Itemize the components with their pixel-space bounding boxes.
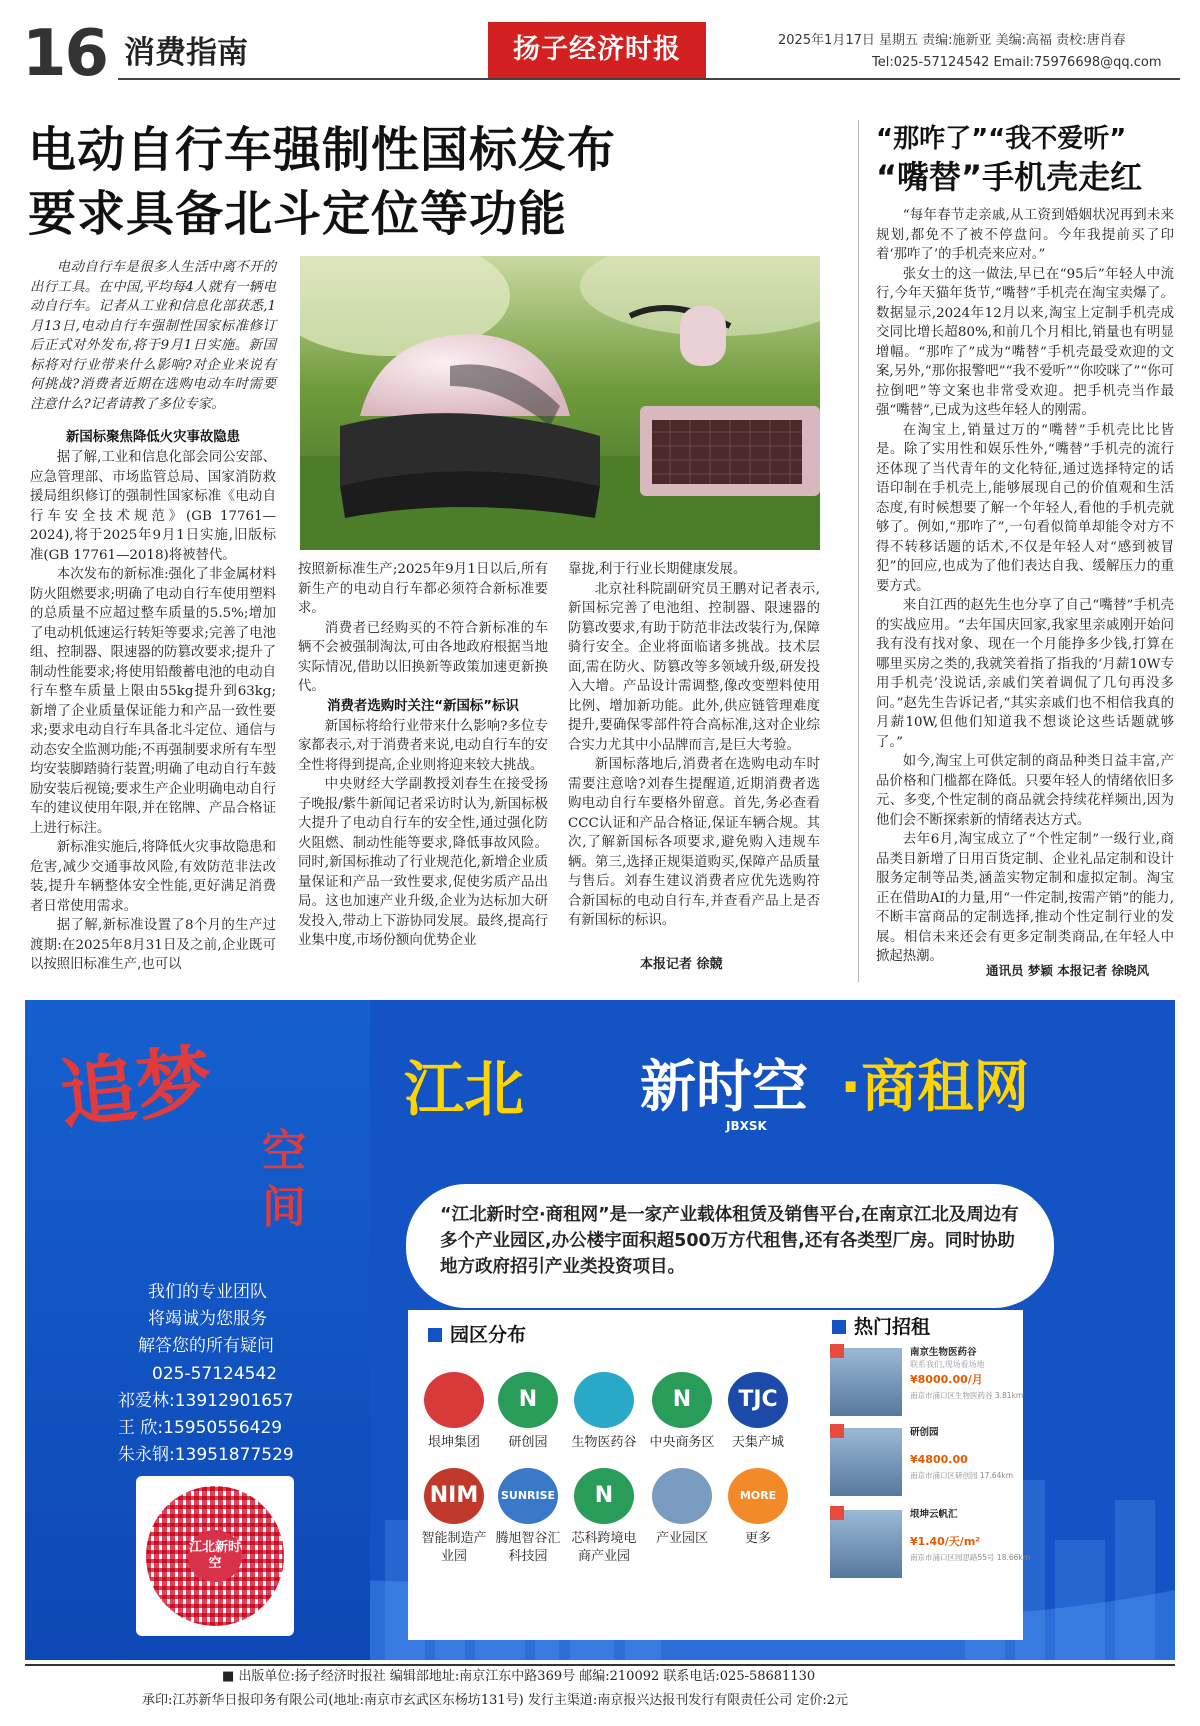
tjc-logo-icon: TJC: [728, 1372, 788, 1428]
biomed-logo-icon: [574, 1372, 634, 1428]
lede-text: 电动自行车是很多人生活中离不开的出行工具。在中国,平均每4人就有一辆电动自行车。记者从工业和信息化部获悉,1月13日,电动自行车强制性国家标准修订后正式对外发布,将于9月1日实施。新国标将对行业带来什么影响?对企业来说有何挑战?消费者近期在选购电动车时需要注意什么?记者请教了多位专家。: [30, 260, 276, 412]
park-label: 芯科跨境电商产业园: [571, 1531, 637, 1564]
ad-contact: 朱永钢:13951877529: [118, 1445, 294, 1465]
paragraph: 来自江西的赵先生也分享了自己“嘴替”手机壳的实战应用。“去年国庆回家,我家里亲戚刚开始问我有没有找对象、现在一个月能挣多少钱,打算在哪里买房之类的,我就笑着指了指我的‘月薪10W专用手机壳’没说话,亲戚们笑着调侃了几句再没多问。”赵先生告诉记者,“其实亲戚们也不相信我真的月薪10W,但他们知道我不想谈论这些话题就够了。”: [876, 598, 1174, 750]
park-label: 中央商务区: [649, 1435, 715, 1450]
park-item[interactable]: [492, 1372, 564, 1452]
ebike-helmet-photo: [300, 256, 820, 550]
listing-name: 垠坤云帆汇: [910, 1509, 958, 1520]
side-headline-line2: “嘴替”手机壳走红: [876, 158, 1143, 196]
listing-address: 南京市浦口区研创园 17.64km: [910, 1471, 1014, 1480]
paragraph: 去年6月,淘宝成立了“个性定制”一级行业,商品类目新增了日用百货定制、企业礼品定制和设计服务定制等品类,涵盖实物定制和虚拟定制。淘宝正在借助AI的力量,用“一件定制,按需产销”的能力,不断丰富商品的定制选择,推动个性定制行业的发展。相信未来还会有更多定制类商品,在年轻人中掀起热潮。: [876, 832, 1174, 964]
yanchuang-logo-icon: N: [498, 1372, 558, 1428]
listing-price: ¥8000.00/月: [910, 1373, 983, 1386]
ad-brand-jiangbei: 江北: [404, 1055, 524, 1125]
building-photo-icon: [830, 1348, 902, 1416]
ad-brand-xinshikong: 新时空: [640, 1055, 808, 1120]
city-photo-icon: [652, 1468, 712, 1524]
hot-rental-item[interactable]: [830, 1506, 1031, 1584]
listing-desc: 联系我们,现场看场地: [910, 1360, 985, 1369]
qr-logo: 江北新时空: [188, 1530, 242, 1582]
paragraph: 北京社科院副研究员王鹏对记者表示,新国标完善了电池组、控制器、限速器的防篡改要求,有助于防范非法改装行为,保障骑行安全。企业将面临诸多挑战。技术层面,需在防火、防篡改等多领域升级,研发投入大增。产品设计需调整,像改变塑料使用比例、增加新功能。此外,供应链管理难度提升,要确保零部件符合高标准,这对企业综合实力尤其中小品牌而言,是巨大考验。: [568, 581, 820, 753]
cbd-logo-icon: N: [652, 1372, 712, 1428]
article-column-c: [568, 560, 820, 931]
heading-square-icon: [428, 1328, 442, 1342]
park-item[interactable]: [568, 1372, 640, 1452]
ad-brand-abbrev: JBXSK: [726, 1119, 767, 1133]
paragraph: 本次发布的新标准:强化了非金属材料防火阻燃要求;明确了电动自行车使用塑料的总质量不应超过整车质量的5.5%;增加了电动机低速运行转矩等要求;完善了电池组、控制器、限速器的防篡改要求;提升了制动性能要求;将使用铅酸蓄电池的电动自行车整车质量上限由55kg提升到63kg;新增了企业质量保证能力和产品一致性要求;要求电动自行车具备北斗定位、通信与动态安全监测功能;不再强制要求所有车型均安装脚踏骑行装置;明确了电动自行车鼓励安装后视镜;要求生产企业明确电动自行车的建议使用年限,并在铭牌、产品合格证上进行标注。: [30, 567, 276, 836]
footer-publisher-line: ■ 出版单位:扬子经济时报社 编辑部地址:南京江东中路369号 邮编:210092 联系电话:025-58681130: [222, 1669, 816, 1684]
main-headline-line1: 电动自行车强制性国标发布: [28, 122, 617, 178]
photo-illustration: [300, 256, 820, 550]
side-article-byline: 通讯员 梦颖 本报记者 徐晓风: [986, 963, 1150, 978]
kun-logo-icon: [424, 1372, 484, 1428]
building-photo-icon: [830, 1428, 902, 1496]
park-label: 生物医药谷: [571, 1435, 637, 1450]
park-label: 智能制造产业园: [421, 1531, 487, 1564]
promo-tag-icon: [830, 1506, 844, 1520]
hot-rental-item[interactable]: [830, 1424, 1020, 1502]
park-label: 更多: [744, 1531, 771, 1546]
ad-phone: 025-57124542: [152, 1364, 278, 1384]
issue-meta: 2025年1月17日 星期五 责编:施新亚 美编:高福 责校:唐肖春: [778, 33, 1126, 48]
nim-logo-icon: NIM: [424, 1468, 484, 1524]
header-rule: [118, 78, 1180, 80]
mini-program-qr-code: [136, 1476, 294, 1636]
park-item[interactable]: [646, 1372, 718, 1452]
park-item[interactable]: [646, 1468, 718, 1548]
ad-service-line: 解答您的所有疑问: [138, 1336, 274, 1356]
subhead-fire-safety: 新国标聚焦降低火灾事故隐患: [65, 430, 241, 445]
paragraph: 据了解,新标准设置了8个月的生产过渡期:在2025年8月31日及之前,企业既可以按照旧标准生产,也可以: [30, 918, 276, 972]
main-article-byline: 本报记者 徐競: [640, 957, 723, 972]
building-photo-icon: [830, 1510, 902, 1578]
ad-brand-shangzu: ·商租网: [840, 1055, 1030, 1120]
listing-name: 南京生物医药谷: [910, 1347, 977, 1358]
listing-address: 南京市浦口区生物医药谷 3.81km: [910, 1391, 1024, 1400]
parks-heading-text: 园区分布: [450, 1324, 527, 1346]
paragraph: 新标准实施后,将降低火灾事故隐患和危害,减少交通事故风险,有效防范非法改装,提升车辆整体安全性能,更好满足消费者日常使用需求。: [30, 840, 276, 914]
ad-slogan-room: 间: [262, 1182, 306, 1233]
park-item[interactable]: [568, 1468, 640, 1566]
paragraph: “每年春节走亲戚,从工资到婚姻状况再到未来规划,都免不了被不停盘问。今年我提前买了印着‘那咋了’的手机壳来应对。”: [876, 208, 1174, 262]
park-label: 腾旭智谷汇科技园: [495, 1531, 561, 1564]
paragraph: 张女士的这一做法,早已在“95后”年轻人中流行,今年天猫年货节,“嘴替”手机壳在淘宝卖爆了。数据显示,2024年12月以来,淘宝上定制手机壳成交同比增长超80%,和前几个月相比,销量也有明显增幅。“那咋了”成为“嘴替”手机壳最受欢迎的文案,另外,“那你报警吧”“我不爱听”“你咬咪了”“你可拉倒吧”等文案也非常受欢迎。把手机壳当作最强“嘴替”,已成为这些年轻人的刚需。: [876, 266, 1174, 418]
subhead-new-standard-label: 消费者选购时关注“新国标”标识: [327, 698, 519, 714]
article-lede: [30, 258, 276, 414]
park-label: 垠坤集团: [427, 1435, 480, 1450]
contact-meta: Tel:025-57124542 Email:75976698@qq.com: [872, 55, 1162, 70]
park-label: 天集产城: [731, 1435, 784, 1450]
footer-printer-line: 承印:江苏新华日报印务有限公司(地址:南京市玄武区东杨坊131号) 发行主渠道:南京报兴达报刊发行有限责任公司 定价:2元: [142, 1693, 849, 1708]
paragraph: 消费者已经购买的不符合新标准的车辆不会被强制淘汰,可由各地政府根据当地实际情况,借助以旧换新等政策加速更新换代。: [298, 620, 548, 694]
section-title: 消费指南: [124, 35, 248, 71]
article-column-a: [30, 432, 276, 975]
hot-heading-text: 热门招租: [854, 1316, 931, 1338]
listing-name: 研创园: [910, 1427, 939, 1438]
paragraph: 按照新标准生产;2025年9月1日以后,所有新生产的电动自行车都必须符合新标准要求。: [298, 562, 548, 616]
listing-price: ¥1.40/天/m²: [910, 1535, 981, 1548]
ad-contact: 王 欣:15950556429: [118, 1418, 283, 1438]
ad-slogan-dream: 追梦: [55, 1035, 217, 1140]
paragraph: 中央财经大学副教授刘春生在接受扬子晚报/紫牛新闻记者采访时认为,新国标极大提升了电动自行车的安全性,通过强化防火阻燃、制动性能等要求,降低事故风险。同时,新国标推动了行业规范化,新增企业质量保证和产品一致性要求,促使劣质产品出局。这也加速产业升级,企业为达标加大研发投入,带动上下游协同发展。最终,提高行业集中度,市场份额向优势企业: [298, 777, 548, 948]
hot-rental-item[interactable]: [830, 1344, 1024, 1422]
paragraph: 新国标将给行业带来什么影响?多位专家都表示,对于消费者来说,电动自行车的安全性将得到提高,企业则将迎来较大挑战。: [298, 718, 548, 773]
park-item[interactable]: [722, 1468, 794, 1548]
promo-tag-icon: [830, 1424, 844, 1438]
parks-heading: [428, 1326, 526, 1345]
ad-service-line: 将竭诚为您服务: [148, 1309, 267, 1329]
side-headline-line1: “那咋了”“我不爱听”: [876, 124, 1127, 154]
park-item[interactable]: [418, 1372, 490, 1452]
park-label: 研创园: [508, 1435, 548, 1450]
park-item[interactable]: [492, 1468, 564, 1566]
ad-contact: 祁爱林:13912901657: [118, 1391, 294, 1411]
park-item[interactable]: [418, 1468, 490, 1566]
qr-pattern: [146, 1486, 284, 1626]
ad-service-line: 我们的专业团队: [148, 1282, 267, 1302]
xinke-logo-icon: N: [574, 1468, 634, 1524]
ad-description: “江北新时空·商租网”是一家产业载体租赁及销售平台,在南京江北及周边有多个产业园区,办公楼宇面积超500万方代租售,还有各类型厂房。同时协助地方政府招引产业类投资项目。: [440, 1205, 1019, 1277]
listing-price: ¥4800.00: [910, 1453, 968, 1466]
paragraph: 靠拢,利于行业长期健康发展。: [568, 562, 747, 577]
paragraph: 新国标落地后,消费者在选购电动车时需要注意啥?刘春生提醒道,近期消费者选购电动自行车要格外留意。首先,务必查看CCC认证和产品合格证,保证车辆合规。其次,了解新国标各项要求,避免购入违规车辆。第三,选择正规渠道购买,保障产品质量与售后。刘春生建议消费者应优先选购符合新国标的电动自行车,并查看产品上是否有新国标的标识。: [568, 757, 820, 928]
ad-slogan-space: 空: [262, 1126, 306, 1177]
paragraph: 据了解,工业和信息化部会同公安部、应急管理部、市场监管总局、国家消防救援局组织修订的强制性国家标准《电动自行车安全技术规范》(GB 17761—2024),将于2025年9月1日实施,旧版标准(GB 17761—2018)将被替代。: [30, 450, 276, 563]
page-number: 16: [22, 17, 108, 91]
newspaper-logo: 扬子经济时报: [488, 22, 706, 78]
heading-square-icon: [832, 1320, 846, 1334]
paragraph: 如今,淘宝上可供定制的商品种类日益丰富,产品价格和门槛都在降低。只要年轻人的情绪依旧多元、多变,个性定制的商品就会持续花样频出,因为他们会不断探索新的情绪表达方式。: [876, 754, 1174, 828]
hot-rental-heading: [832, 1318, 930, 1337]
paragraph: 在淘宝上,销量过万的“嘴替”手机壳比比皆是。除了实用性和娱乐性外,“嘴替”手机壳的流行还体现了当代青年的文化特征,通过选择特定的话语印制在手机壳上,能够展现自己的价值观和生活态度,有时候想要了解一个年轻人,看他的手机壳就够了。例如,“那咋了”,一句看似简单却能令对方不得不转移话题的话术,不仅是年轻人对“感到被冒犯”的回应,也成为了他们表达自我、缓解压力的重要方式。: [876, 422, 1174, 594]
column-divider: [858, 120, 859, 982]
article-column-b: [298, 560, 548, 951]
main-headline-line2: 要求具备北斗定位等功能: [28, 186, 568, 242]
promo-tag-icon: [830, 1344, 844, 1358]
park-label: 产业园区: [655, 1531, 708, 1546]
listing-address: 南京市浦口区园思路55号 18.66km: [910, 1553, 1031, 1562]
footer-rule: [25, 1664, 1175, 1666]
park-item[interactable]: [722, 1372, 794, 1452]
sunrise-logo-icon: SUNRISE: [498, 1468, 558, 1524]
side-article-body: [876, 206, 1174, 967]
more-icon: MORE: [728, 1468, 788, 1524]
